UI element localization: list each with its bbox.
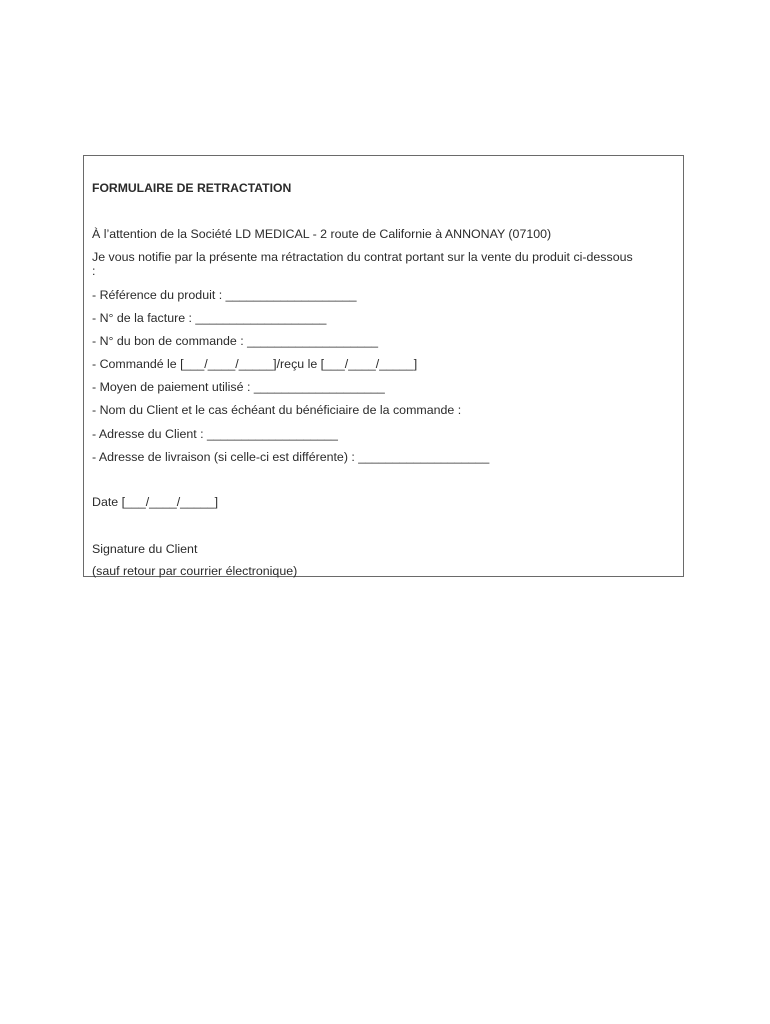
field-order-received-dates: - Commandé le [___/____/_____]/reçu le [___/____/_____] [92,357,418,371]
field-invoice-number: - N° de la facture : ___________________ [92,311,327,325]
form-title: FORMULAIRE DE RETRACTATION [92,181,292,195]
date-line: Date [___/____/_____] [92,495,219,509]
field-product-reference: - Référence du produit : ___________________ [92,288,357,302]
field-client-address: - Adresse du Client : ___________________ [92,427,338,441]
signature-note: (sauf retour par courrier électronique) [92,564,298,578]
signature-label: Signature du Client [92,542,198,556]
field-client-name: - Nom du Client et le cas échéant du bénéficiaire de la commande : [92,403,462,417]
field-payment-method: - Moyen de paiement utilisé : ___________________ [92,380,385,394]
field-delivery-address: - Adresse de livraison (si celle-ci est différente) : ___________________ [92,450,490,464]
retraction-form [83,155,684,577]
notice-text: Je vous notifie par la présente ma rétractation du contrat portant sur la vente du produit ci-dessous : [92,250,633,278]
attention-line: À l’attention de la Société LD MEDICAL - 2 route de Californie à ANNONAY (07100) [92,227,552,241]
field-order-number: - N° du bon de commande : ___________________ [92,334,379,348]
